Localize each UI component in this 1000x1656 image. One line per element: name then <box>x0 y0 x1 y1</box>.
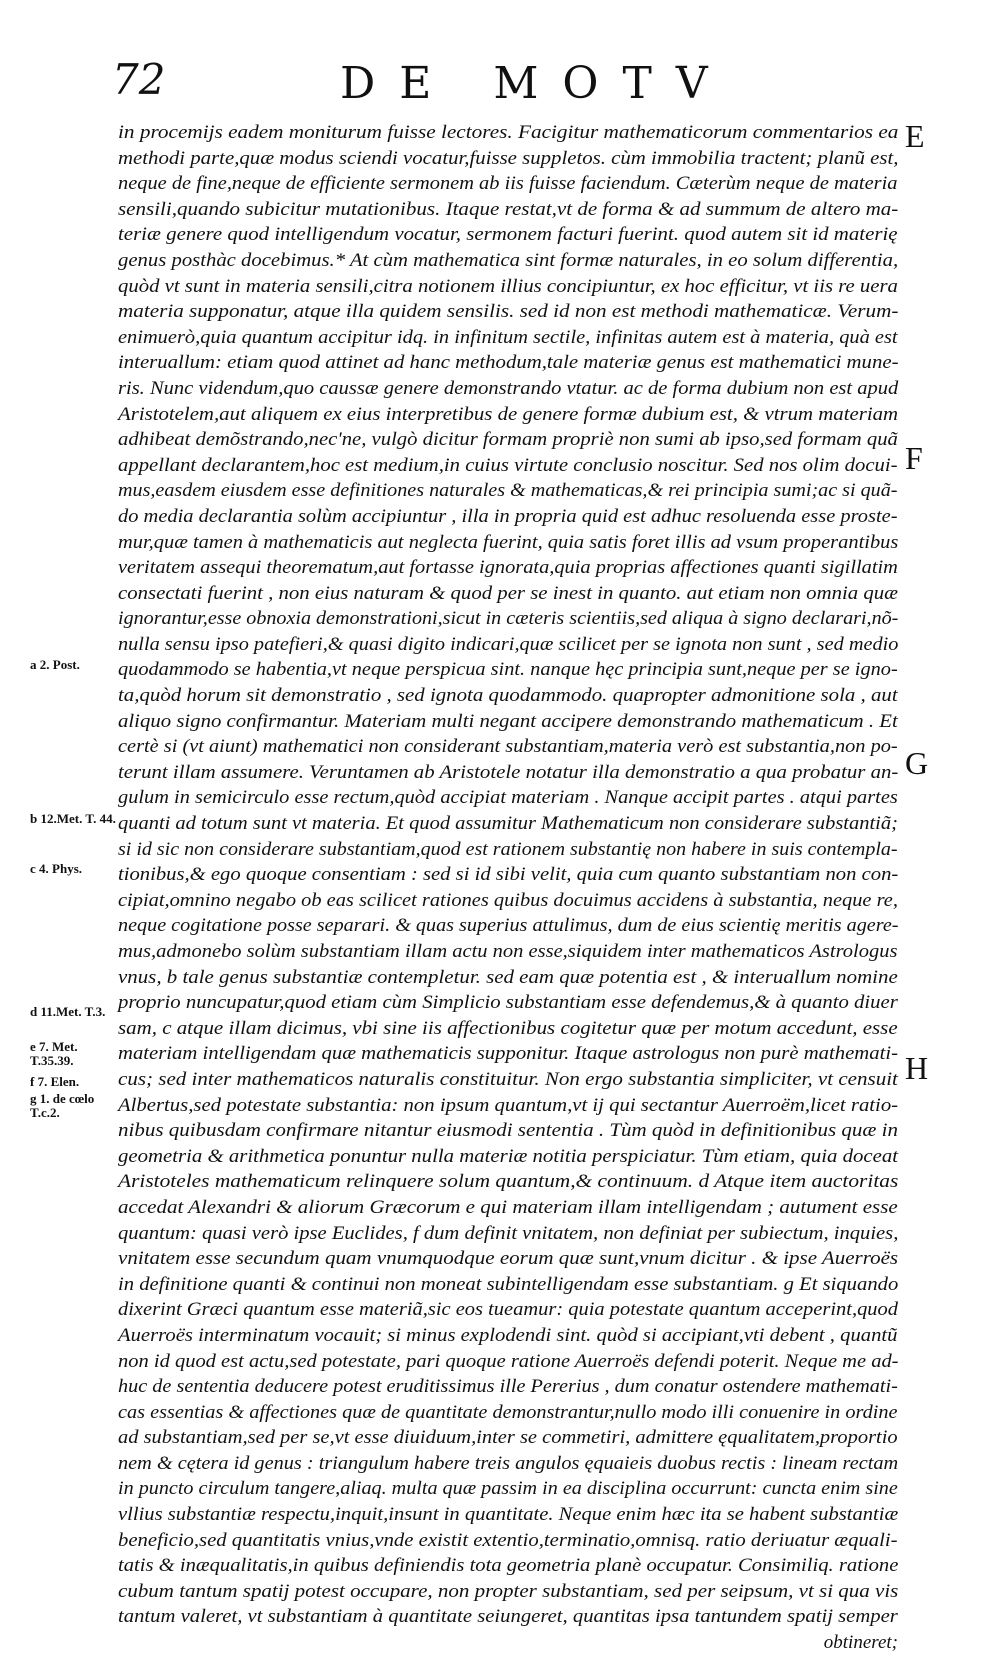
text-line: quantum: quasi verò ipse Euclides, f dum definit vnitatem, non definiat per subiectum, inquies, <box>118 1222 899 1244</box>
text-line: materiam intelligendam quæ mathematicis supponitur. Itaque astrologus non purè mathemati- <box>118 1043 898 1065</box>
text-line: in puncto circulum tangere,aliaq. multa quæ passim in ea disciplina occurrunt: cuncta enim sine <box>118 1478 898 1500</box>
text-line: beneficio,sed quantitatis vnius,vnde existit extentio,terminatio,omnisq. ratio deriuatur æquali- <box>118 1529 898 1551</box>
text-line: terunt illam assumere. Veruntamen ab Aristotele notatur illa demonstratio a qua probatur an- <box>118 761 899 783</box>
margin-note: c 4. Phys. <box>30 861 82 876</box>
text-line: enimuerò,quia quantum accipitur idq. in infinitum sectile, infinitas autem est à materia, quà est <box>118 326 898 348</box>
body-text <box>118 120 898 1656</box>
margin-note: f 7. Elen. <box>30 1074 80 1089</box>
text-line: in procemijs eadem moniturum fuisse lectores. Facigitur mathematicorum commentarios ea <box>118 122 899 143</box>
text-line: Albertus,sed potestate substantia: non ipsum quantum,vt ij qui sectantur Auerroëm,licet ratio- <box>118 1094 899 1116</box>
text-line: ignorantur,esse obnoxia demonstrationi,sicut in cæteris scientiis,sed aliqua à signo declarari,nõ- <box>118 608 899 630</box>
text-line: mus,easdem eiusdem esse definitiones naturales & mathematicas,& rei principia sumi;ac si quã- <box>118 480 898 502</box>
text-line: consectati fuerint , non eius naturam & quod per se inest in quanto. aut etiam non omnia quæ <box>118 582 898 604</box>
margin-note: e 7. Met. T.35.39. <box>30 1039 78 1068</box>
running-title: DE MOTV <box>340 58 732 109</box>
margin-note: g 1. de cœlo T.c.2. <box>30 1091 95 1120</box>
text-line: interuallum: etiam quod attinet ad hanc methodum,tale materiæ genus est mathematici mune- <box>118 352 899 374</box>
text-line: tionibus,& ego quoque consentiam : sed si id sibi velit, quia cum quanto substantiam non con- <box>118 864 899 886</box>
text-line: Auerroës interminatum vocauit; si minus explodendi sint. quòd si accipiant,vti debent , quantũ <box>118 1324 898 1346</box>
text-line: vnus, b tale genus substantiæ contempletur. sed eam quæ potentia est , & interuallum nomine <box>118 966 898 988</box>
text-line: quanti ad totum sunt vt materia. Et quod assumitur Mathematicum non considerare substantiã; <box>118 813 898 835</box>
text-line: ris. Nunc videndum,quo caussæ genere demonstrando vtatur. ac de forma dubium non est apud <box>118 377 899 399</box>
text-line: adhibeat demõstrando,nec'ne, vulgò dicitur formam propriè non sumi ab ipso,sed formam quã <box>118 429 898 451</box>
text-line: tantum valeret, vt substantiam à quantitate seiungeret, quantitas ipsa tantundem spatij semper <box>118 1606 898 1628</box>
text-line: dixerint Græci quantum esse materiã,sic eos tueamur: quia potestate quantum acceperint,quod <box>118 1299 899 1321</box>
text-line: methodi parte,quæ modus sciendi vocatur,fuisse suppletos. cùm immobilia tractent; planũ est, <box>118 147 899 169</box>
text-line: nulla sensu ipso patefieri,& quasi digito indicari,quæ scilicet per se ignota non sunt , sed medio <box>118 633 899 655</box>
text-line: tatis & inæqualitatis,in quibus definiendis tota geometria planè occupatur. Consimiliq. ratione <box>118 1555 899 1577</box>
text-line: vllius substantiæ respectu,inquit,insunt in quantitate. Neque enim hæc ita se habent substantiæ <box>118 1504 899 1526</box>
margin-note: d 11.Met. T.3. <box>30 1004 106 1019</box>
text-line: geometria & arithmetica ponuntur nulla materiæ notitia perspiciatur. Tùm etiam, quia doceat <box>118 1145 898 1167</box>
text-line: vnitatem esse secundum quam vnumquodque eorum quæ sunt,vnum dicitur . & ipse Auerroës <box>118 1248 899 1270</box>
text-line: neque de fine,neque de efficiente sermonem ab iis fuisse faciendum. Cæterùm neque de materia <box>118 173 898 195</box>
text-line: teriæ genere quod intelligendum vocatur, sermonem facturi fuerint. quod autem sit id materię <box>118 224 898 246</box>
text-line: gulum in semicirculo esse rectum,quòd accipiat materiam . Nanque accipit partes . atqui partes <box>118 787 898 809</box>
text-line: aliquo signo confirmantur. Materiam multi negant accipere demonstrando mathematicum . Et <box>118 710 898 732</box>
section-letter-h: H <box>905 1050 929 1086</box>
text-line: huc de sententia deducere potest eruditissimus ille Pererius , dum conatur ostendere mathemati- <box>118 1376 898 1398</box>
text-line: neque cogitatione posse separari. & quas superius attulimus, dum de eius scientię meritis agere- <box>118 915 899 937</box>
text-line: cubum tantum spatij potest occupare, non propter substantiam, sed per seipsum, vt si qua vis <box>118 1580 899 1602</box>
text-line: si id sic non considerare substantiam,quod est rationem substantię non habere in suis contempla- <box>118 838 898 860</box>
text-line: veritatem assequi theorematum,aut fortasse ignorata,quia proprias affectiones quanti sigillatim <box>118 557 898 579</box>
text-line: cas essentias & affectiones quæ de quantitate demonstrantur,nullo modo illi conuenire in ordine <box>118 1401 898 1423</box>
text-line: Aristotelem,aut aliquem ex eius interpretibus de genere formæ dubium est, & vtrum materiam <box>118 403 899 425</box>
page-number: 72 <box>112 55 166 104</box>
section-letter-f: F <box>905 440 923 476</box>
text-line: quodammodo se habentia,vt neque perspicua sint. nanque hęc principia sunt,neque per se igno- <box>118 659 898 681</box>
text-line: in definitione quanti & continui non moneat subintelligendam esse substantiam. g Et siquando <box>118 1273 899 1295</box>
text-line: genus posthàc docebimus.* At cùm mathematica sint formæ naturales, in eo solum differentia, <box>118 249 899 271</box>
text-line: materia supponatur, atque illa quidem sensilis. sed id non est methodi mathematicæ. Verum- <box>118 301 899 323</box>
text-line: certè si (vt aiunt) mathematici non considerant substantiam,materia verò est substantia,non po- <box>118 736 898 758</box>
text-line: proprio nuncupatur,quod etiam cùm Simplicio substantiam esse defendemus,& à quanto diuer <box>118 992 898 1014</box>
section-letter-e: E <box>905 118 925 154</box>
text-line: appellant declarantem,hoc est medium,in cuius virtute conclusio noscitur. Sed nos olim docui- <box>118 454 898 476</box>
catchword: obtineret; <box>823 1632 898 1654</box>
text-line: mus,admonebo solùm substantiam illam actu non esse,siquidem inter mathematicos Astrologus <box>118 941 898 962</box>
text-line: Aristoteles mathematicum relinquere solum quantum,& continuum. d Atque item auctoritas <box>118 1171 899 1193</box>
text-line: sensili,quando subicitur mutationibus. Itaque restat,vt de forma & ad summum de altero ma- <box>118 198 899 220</box>
text-line: do media declarantia solùm accipiuntur , illa in propria quid est adhuc resoluenda esse proste- <box>118 505 898 527</box>
text-line: cus; sed inter mathematicos naturalis constituitur. Non ergo substantia simpliciter, vt censuit <box>118 1068 898 1090</box>
text-line: nibus quibusdam confirmare nitantur eiusmodi sententia . Tùm quòd in definitionibus quæ in <box>118 1120 898 1142</box>
margin-note: a 2. Post. <box>30 657 80 672</box>
text-line: ta,quòd horum sit demonstratio , sed ignota quodammodo. quapropter admonitione sola , aut <box>118 685 898 707</box>
text-line: cipiat,omnino negabo ob eas scilicet rationes quibus docuimus accidens à substantia, neque re, <box>118 889 898 911</box>
text-line: sam, c atque illam dicimus, vbi sine iis affectionibus cogitetur quæ per motum accedunt, esse <box>118 1017 898 1039</box>
text-line: quòd vt sunt in materia sensili,citra notionem illius concipiuntur, ex hoc efficitur, vt iis re uera <box>118 275 898 297</box>
text-line: mur,quæ tamen à mathematicis aut neglecta fuerint, quia satis foret illis ad vsum properantibus <box>118 531 899 553</box>
margin-note: b 12.Met. T. 44. <box>30 811 116 826</box>
text-line: ad substantiam,sed per se,vt esse diuiduum,inter se commetiri, admittere ęqualitatem,proportio <box>118 1427 898 1449</box>
text-line: accedat Alexandri & aliorum Græcorum e qui materiam illam intelligendam ; autument esse <box>118 1196 898 1218</box>
text-line: nem & cętera id genus : triangulum habere treis angulos ęquaieis duobus rectis : lineam rectam <box>118 1452 899 1474</box>
text-line: non id quod est actu,sed potestate, pari quoque ratione Auerroës defendi poterit. Neque me ad- <box>118 1350 899 1372</box>
section-letter-g: G <box>905 745 929 781</box>
